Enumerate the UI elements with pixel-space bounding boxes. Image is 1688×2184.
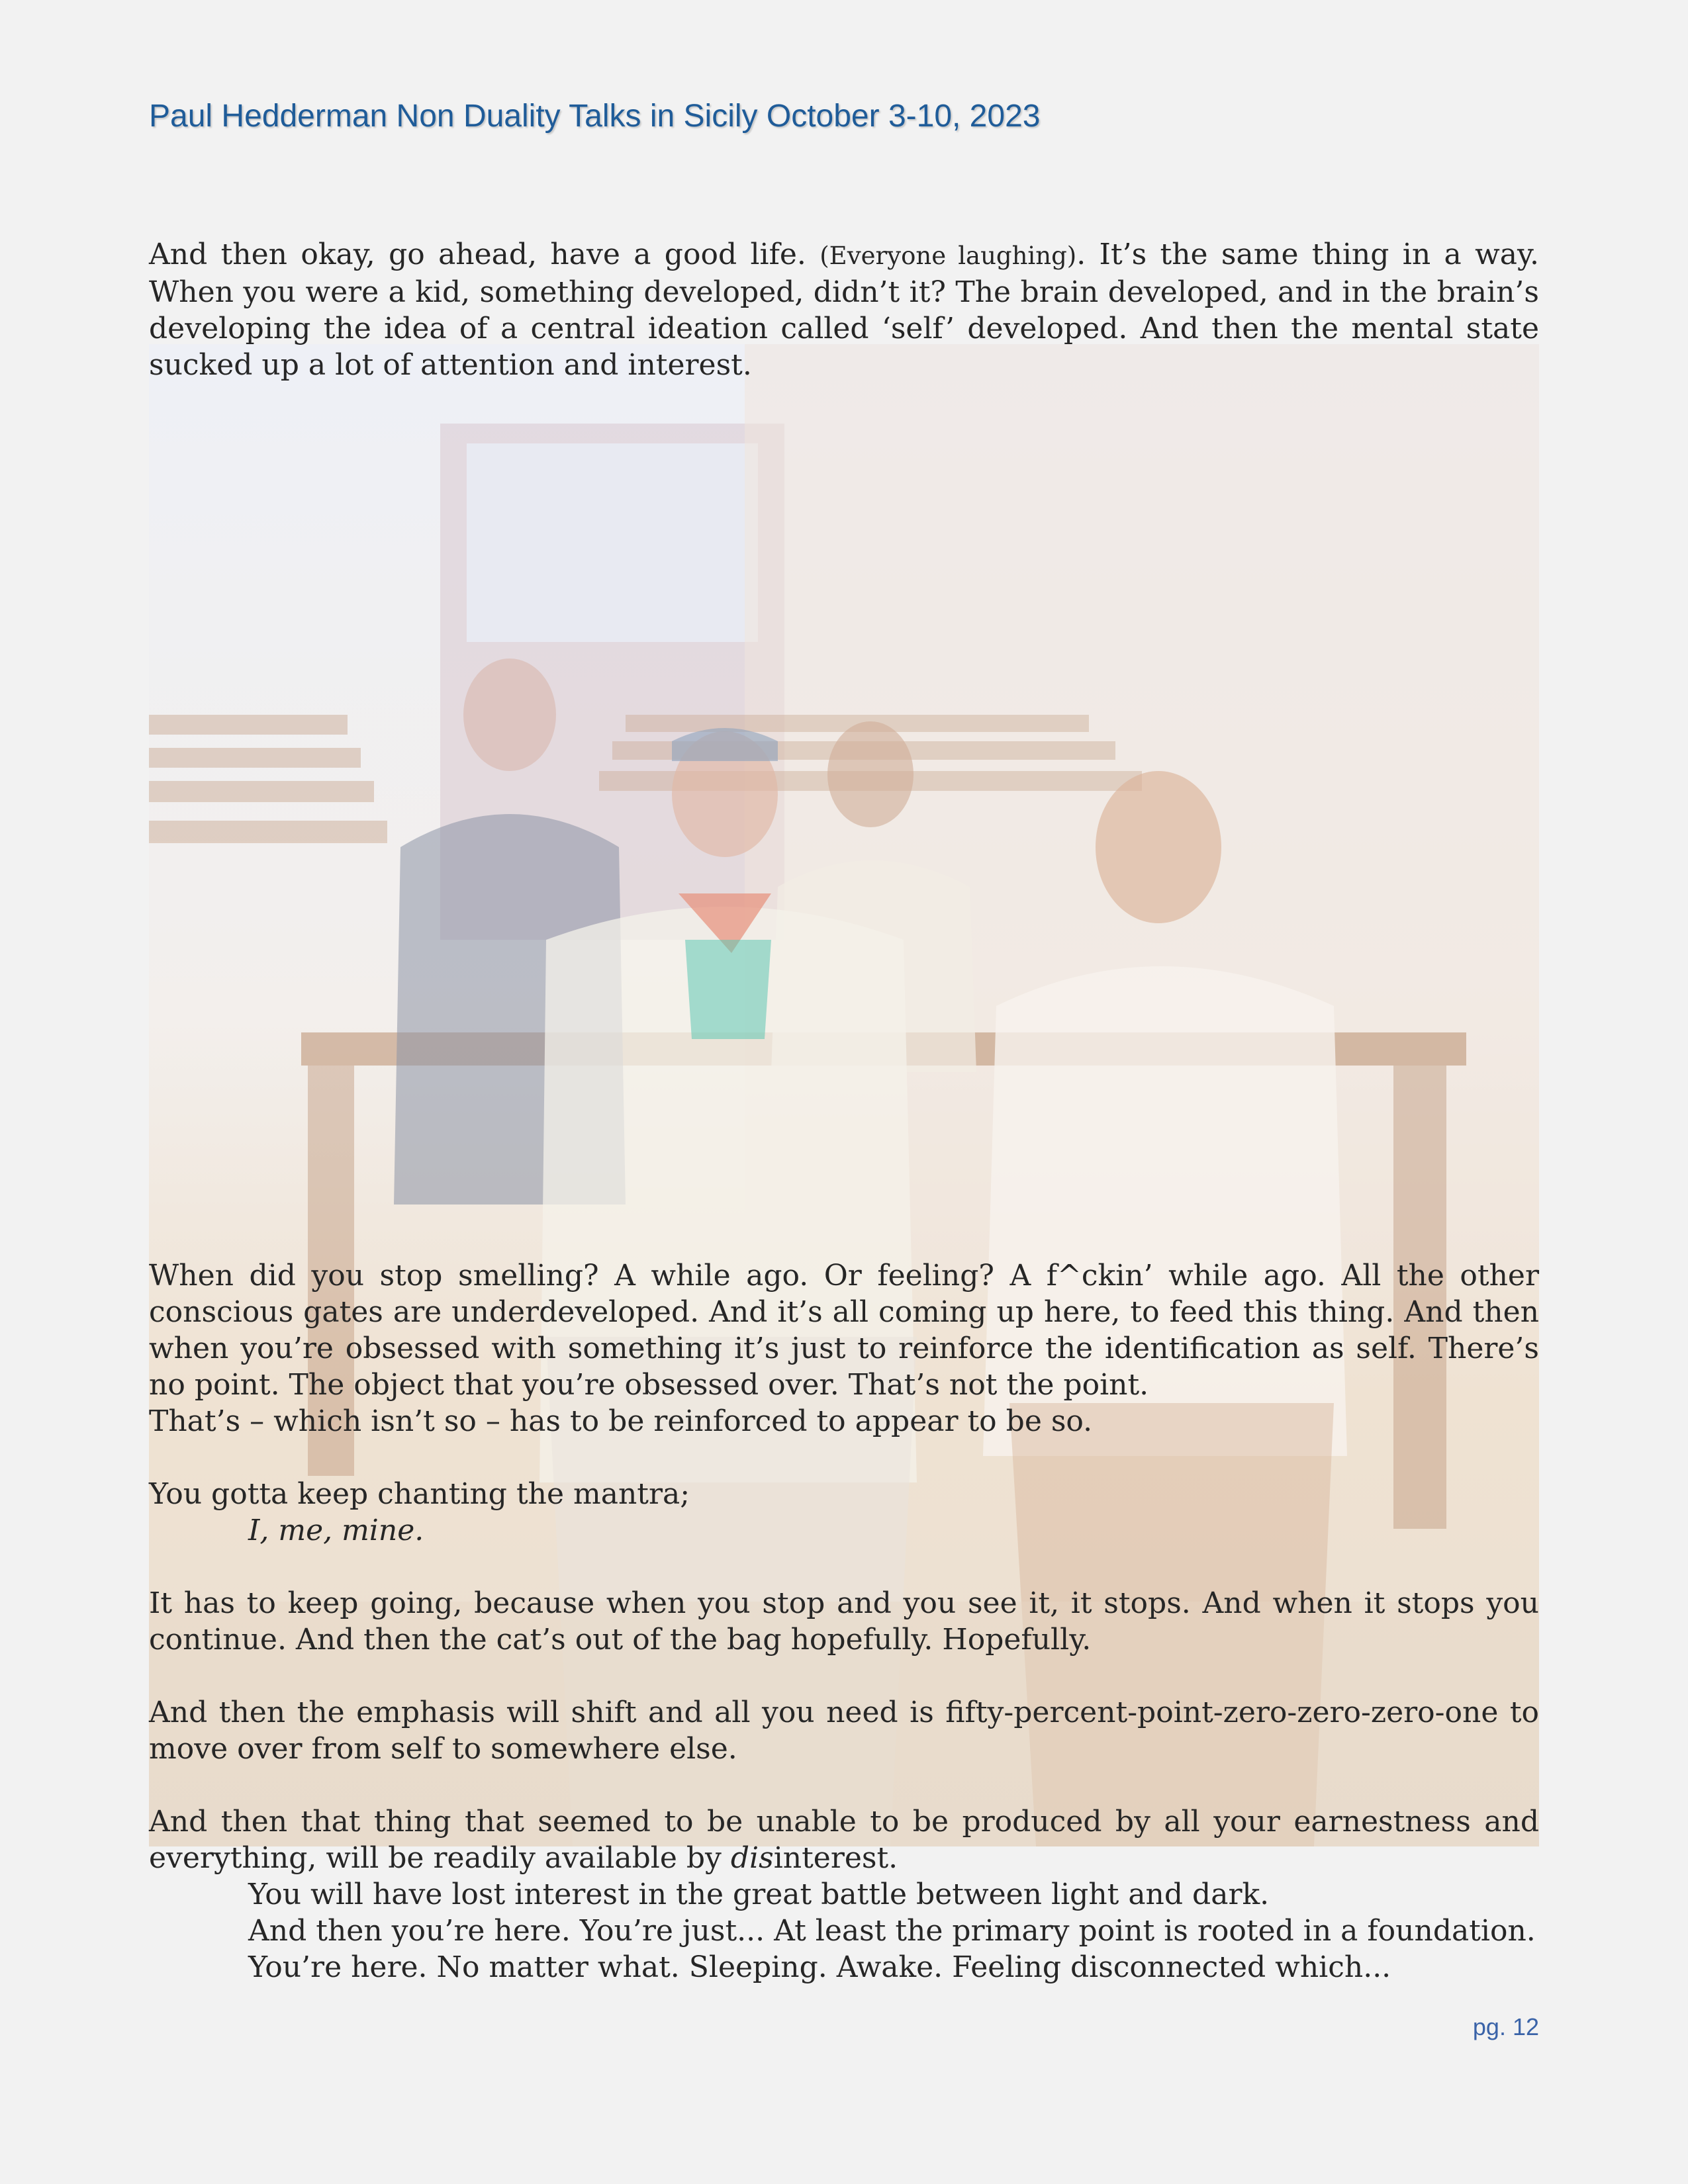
- disinterest-text-b: interest.: [773, 1841, 898, 1875]
- body-text: [149, 1257, 1539, 1985]
- paragraph-smelling: When did you stop smelling? A while ago. Or feeling? A f^ckin’ while ago. All the other conscious gates are underdeveloped. And it’s all coming up here, to feed this thing. And then when you’re obsessed with something it’s just to reinforce the identification as self. There’s no point. The object that you’re obsessed over. That’s not the point.: [149, 1259, 1539, 1402]
- green-shirt: [685, 940, 771, 1039]
- person-back-middle-head: [827, 721, 914, 827]
- disinterest-italic: dis: [730, 1841, 774, 1875]
- page-number: pg. 12: [1472, 2013, 1539, 2040]
- indented-line-2: And then you’re here. You’re just... At least the primary point is rooted in a foundation.: [248, 1914, 1536, 1948]
- paragraph-emphasis: And then the emphasis will shift and all you need is fifty-percent-point-zero-zero-zero-one to move over from self to somewhere else.: [149, 1696, 1539, 1766]
- paragraph-keep-going: It has to keep going, because when you stop and you see it, it stops. And when it stops you continue. And then the cat’s out of the bag hopefully. Hopefully.: [149, 1586, 1539, 1657]
- person-back-left-head: [463, 659, 556, 771]
- person-front-right-head: [1096, 771, 1221, 923]
- intro-text-a: And then okay, go ahead, have a good life.: [149, 238, 820, 271]
- door-window: [467, 443, 758, 642]
- pews-left: [149, 715, 387, 843]
- disinterest-text-a: And then that thing that seemed to be unable to be produced by all your earnestness and everything, will be readily available by: [149, 1805, 1539, 1875]
- intro-aside: (Everyone laughing): [820, 242, 1077, 270]
- paragraph-disinterest: [149, 1803, 1539, 1876]
- indented-line-1: You will have lost interest in the great battle between light and dark.: [248, 1878, 1270, 1911]
- intro-text-b: . It’s the same thing in a way. When you were a kid, something developed, didn’t it? The brain developed, and in the brain’s developing the idea of a central ideation called ‘self’ developed. And then the mental state sucked up a lot of attention and interest.: [149, 238, 1539, 382]
- mantra-quote: I, me, mine.: [248, 1514, 424, 1547]
- intro-paragraph: [149, 236, 1539, 383]
- document-header: Paul Hedderman Non Duality Talks in Sicily October 3-10, 2023: [149, 99, 1041, 134]
- paragraph-reinforced: That’s – which isn’t so – has to be reinforced to appear to be so.: [149, 1404, 1093, 1438]
- paragraph-mantra: You gotta keep chanting the mantra;: [149, 1477, 690, 1511]
- indented-line-3: You’re here. No matter what. Sleeping. Awake. Feeling disconnected which...: [248, 1950, 1391, 1984]
